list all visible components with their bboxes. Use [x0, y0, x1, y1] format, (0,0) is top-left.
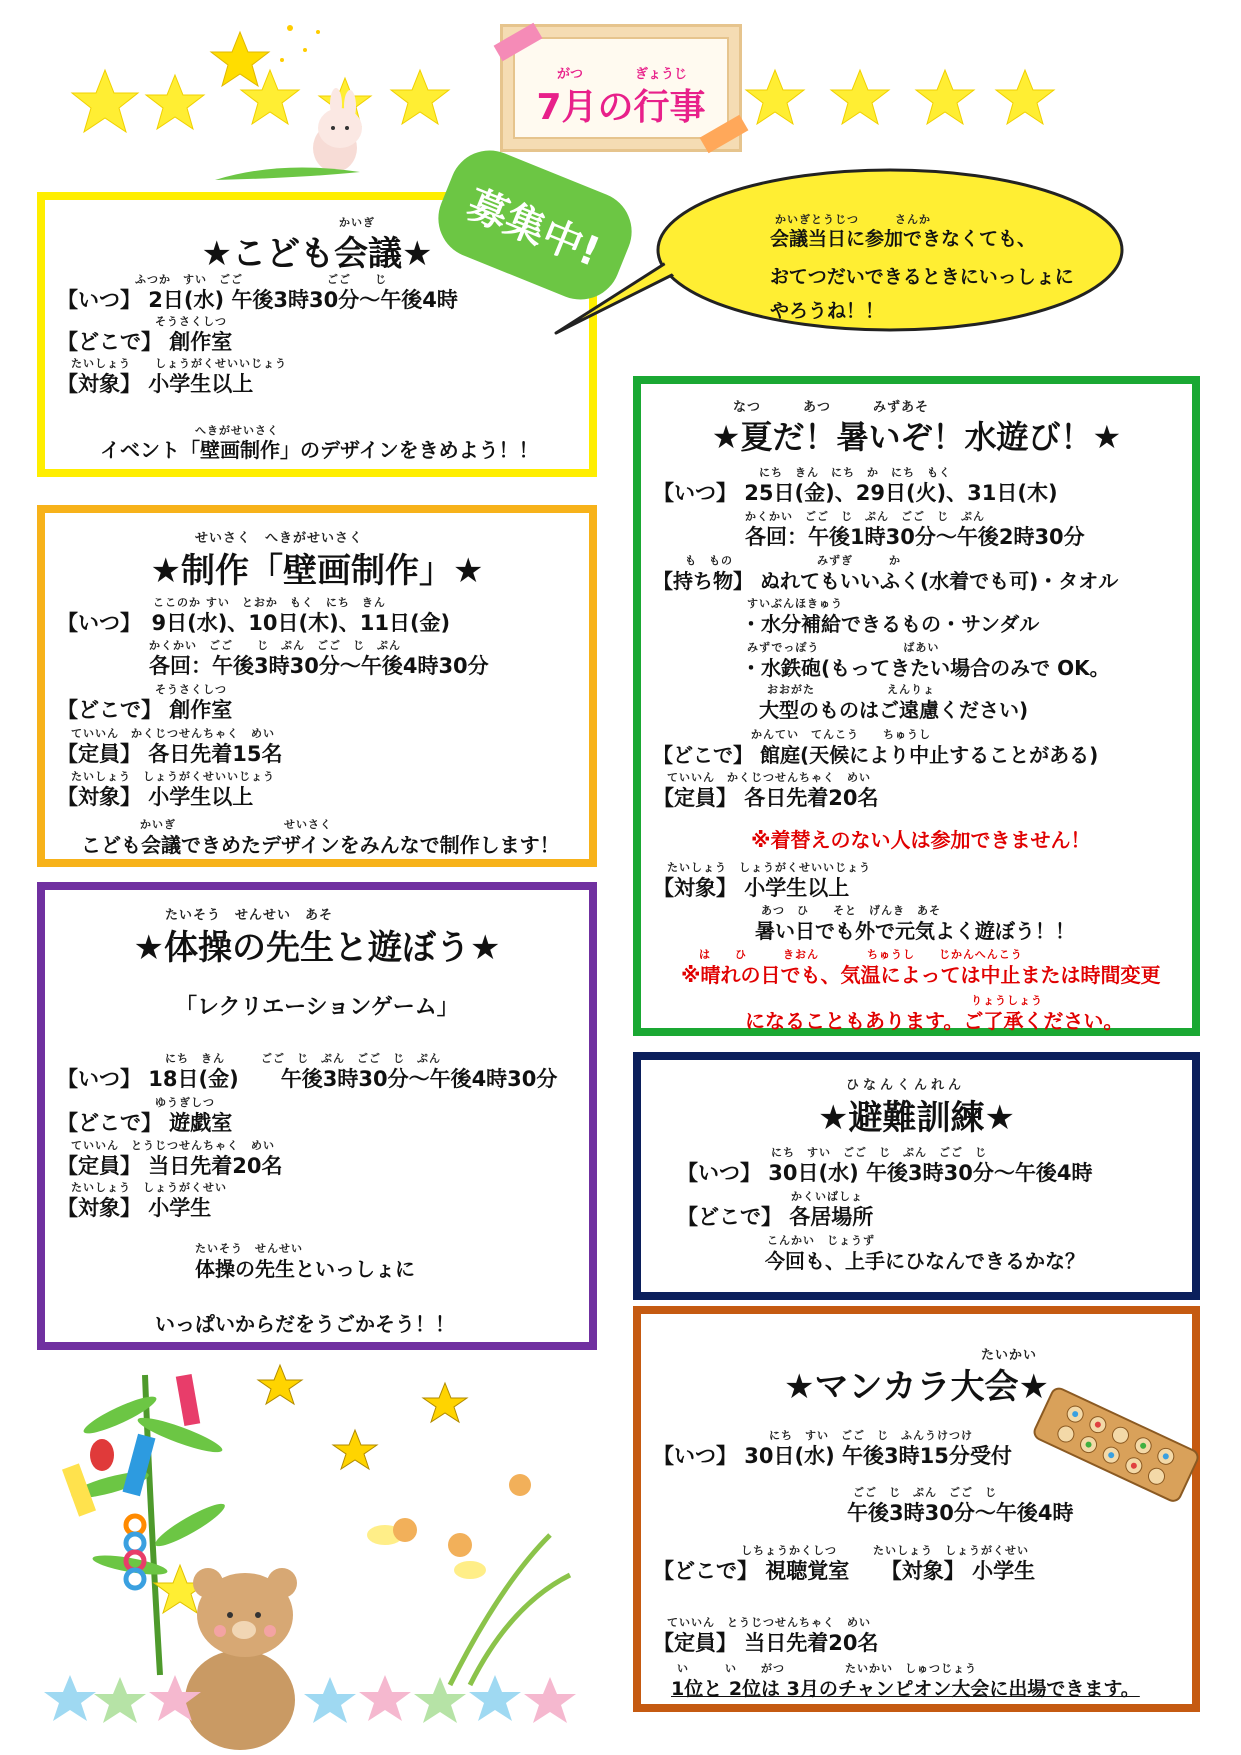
ruby: ふつか すい ごご ごご じ: [135, 273, 387, 286]
where-row: 【どこで】 視聴覚室 【対象】 小学生: [653, 1559, 1036, 1583]
ruby: かくいばしょ: [791, 1190, 863, 1203]
each-row: 各回：午後1時30分～午後2時30分: [745, 525, 1085, 549]
ruby: ていいん とうじつせんちゃく めい: [71, 1139, 275, 1152]
bring-row-2: ・水分補給できるもの・サンダル: [741, 612, 1040, 636]
section-title: ★マンカラ大会★: [784, 1367, 1049, 1407]
ruby: かくかい ごご じ ぷん ごご じ ぷん: [149, 639, 401, 652]
ruby: かいぎ せいさく: [140, 818, 332, 831]
target-row: 【対象】 小学生以上: [57, 785, 254, 809]
bubble-ruby: かいぎとうじつ さんか: [775, 213, 931, 226]
seisaku-box: [37, 505, 597, 867]
star-icon: [94, 1677, 146, 1723]
bubble-line-2: おてつだいできるときにいっしょに: [770, 266, 1074, 288]
ruby: あつ ひ そと げんき あそ: [761, 904, 941, 917]
page-title: 7月の行事: [536, 87, 706, 128]
ruby: たいそう せんせい: [195, 1242, 303, 1255]
caution-row-1: ※晴れの日でも、気温によっては中止または時間変更: [681, 963, 1161, 987]
star-icon: [469, 1675, 521, 1721]
where-row: 【どこで】 館庭(天候により中止することがある): [653, 743, 1099, 767]
note-row: 1位と 2位は 3月のチャンピオン大会に出場できます。: [671, 1678, 1140, 1700]
where-row: 【どこで】 創作室: [57, 330, 233, 354]
bear-icon: [185, 1568, 297, 1750]
tanzaku-icon: [176, 1374, 200, 1426]
ruby: ていいん かくじつせんちゃく めい: [667, 771, 871, 784]
ruby: ていいん かくじつせんちゃく めい: [71, 727, 275, 740]
capacity-row: 【定員】 各日先着15名: [57, 742, 283, 766]
ruby: りょうしょう: [971, 994, 1043, 1007]
star-icon: [996, 70, 1054, 124]
ruby: たいしょう しょうがくせいいじょう: [71, 357, 287, 370]
ruby: そうさくしつ: [155, 683, 227, 696]
note-row-1: 体操の先生といっしょに: [195, 1257, 415, 1281]
ruby: い い がつ たいかい しゅつじょう: [677, 1662, 977, 1675]
lantern-icon: [90, 1439, 114, 1471]
ruby: かんてい てんこう ちゅうし: [751, 728, 931, 741]
star-icon: [391, 70, 449, 124]
section-title: ★制作「壁画制作」★: [150, 551, 484, 591]
when-row: 【いつ】 2日(水) 午後3時30分～午後4時: [57, 288, 458, 312]
star-icon: [414, 1677, 466, 1723]
hinan-box: [633, 1052, 1200, 1300]
capacity-row: 【定員】 各日先着20名: [653, 786, 879, 810]
rabbit-icon: [313, 88, 362, 172]
grass-decoration: [450, 1535, 570, 1685]
ruby: かいぎ: [339, 216, 375, 229]
ruby: みずでっぽう ばあい: [747, 641, 940, 654]
ruby: おおがた えんりょ: [767, 683, 935, 696]
ruby: こんかい じょうず: [767, 1234, 875, 1247]
title-ruby-gatsu: がつ: [557, 67, 584, 82]
ruby: たいしょう しょうがくせいいじょう: [71, 770, 275, 783]
bring-row-3: ・水鉄砲(もってきたい場合のみで OK。: [741, 656, 1110, 680]
each-row: 各回：午後3時30分～午後4時30分: [149, 654, 489, 678]
target-row: 【対象】 小学生: [57, 1196, 212, 1220]
bubble-line-1: 会議当日に参加できなくても、: [770, 228, 1037, 250]
target-row: 【対象】 小学生以上: [57, 372, 254, 396]
star-icon: [304, 1677, 356, 1723]
capacity-row: 【定員】 当日先着20名: [57, 1154, 283, 1178]
note-row-2: いっぱいからだをうごかそう！！: [155, 1312, 455, 1336]
smiling-star-icon: [211, 32, 269, 86]
star-icon: [258, 1365, 302, 1404]
where-row: 【どこで】 創作室: [57, 698, 233, 722]
ruby: せいさく へきがせいさく: [195, 531, 364, 546]
subtitle-row: 「レクリエーションゲーム」: [175, 995, 459, 1020]
ruby: へきがせいさく: [195, 424, 279, 437]
when-row: 【いつ】 30日(水) 午後3時30分～午後4時: [677, 1161, 1093, 1185]
when-row: 【いつ】 18日(金) 午後3時30分～午後4時30分: [57, 1067, 558, 1091]
section-title: ★避難訓練★: [818, 1098, 1015, 1138]
star-icon: [359, 1675, 411, 1721]
capacity-row: 【定員】 当日先着20名: [653, 1631, 879, 1655]
ruby: たいそう せんせい あそ: [165, 908, 334, 923]
star-icon: [72, 70, 138, 132]
ruby: そうさくしつ: [155, 315, 227, 328]
star-icon: [916, 70, 974, 124]
where-row: 【どこで】 各居場所: [677, 1205, 874, 1229]
ruby: ごご じ ぷん ごご じ: [853, 1486, 997, 1499]
star-icon: [746, 70, 804, 124]
bubble-line-3: やろうね！！: [770, 300, 885, 322]
ruby: は ひ きおん ちゅうし じかんへんこう: [699, 948, 1023, 961]
star-icon: [831, 70, 889, 124]
ruby: ゆうぎしつ: [155, 1096, 215, 1109]
ruby: たいしょう しょうがくせい: [71, 1181, 227, 1194]
ruby: かくかい ごご じ ぷん ごご じ ぷん: [745, 510, 985, 523]
bring-row-4: 大型のものはご遠慮ください): [759, 698, 1029, 722]
section-title: ★体操の先生と遊ぼう★: [133, 928, 501, 968]
paper-rings-icon: [126, 1516, 144, 1588]
ruby: たいかい: [981, 1348, 1038, 1363]
mancala-board-icon: [1030, 1392, 1200, 1502]
mizuasobi-box: [633, 376, 1200, 1036]
ruby: ここのか すい とおか もく にち きん: [153, 596, 386, 609]
bring-row: 【持ち物】 ぬれてもいいふく(水着でも可)・タオル: [653, 569, 1119, 593]
boshu-label: 募集中!: [460, 181, 607, 276]
note-row: イベント「壁画制作」のデザインをきめよう！！: [100, 438, 539, 462]
ruby: しちょうかくしつ たいしょう しょうがくせい: [741, 1544, 1029, 1557]
star-icon: [524, 1677, 576, 1723]
yellow-star-ornaments: [258, 1365, 467, 1469]
ruby: にち すい ごご じ ぷん ごご じ: [771, 1146, 987, 1159]
when-row-2: 午後3時30分～午後4時: [847, 1501, 1074, 1525]
tanabata-illustration: [30, 1355, 630, 1755]
bottom-star-row: [44, 1675, 576, 1723]
star-icon: [44, 1675, 96, 1721]
section-title: ★夏だ！暑いぞ！水遊び！★: [711, 418, 1122, 456]
grass-decoration: [215, 168, 360, 181]
where-row: 【どこで】 遊戯室: [57, 1111, 233, 1135]
ruby: にち きん にち か にち もく: [759, 466, 951, 479]
ruby: ていいん とうじつせんちゃく めい: [667, 1616, 871, 1629]
ruby: にち すい ごご じ ふんうけつけ: [769, 1429, 973, 1442]
title-board: [500, 24, 742, 152]
when-row: 【いつ】 30日(水) 午後3時15分受付: [653, 1444, 1012, 1468]
note-row: 暑い日でも外で元気よく遊ぼう！！: [755, 919, 1075, 943]
star-icon: [146, 75, 204, 129]
caution-row-2: になることもあります。ご了承ください。: [745, 1009, 1124, 1033]
note-row: こども会議できめたデザインをみんなで制作します！: [81, 833, 560, 857]
ruby: も もの みずぎ か: [685, 554, 901, 567]
star-icon: [423, 1383, 467, 1422]
star-icon: [333, 1430, 377, 1469]
firefly-icon: [367, 1474, 531, 1579]
section-title: ★こども会議★: [201, 234, 433, 274]
when-row: 【いつ】 9日(水)、10日(木)、11日(金): [57, 611, 451, 635]
mancala-box: [633, 1306, 1200, 1712]
ruby: なつ あつ みずあそ: [733, 400, 930, 415]
taisou-box: [37, 882, 597, 1350]
title-ruby-gyouji: ぎょうじ: [635, 67, 688, 82]
ruby: すいぶんほきゅう: [747, 597, 843, 610]
ruby: ひなんくんれん: [846, 1078, 966, 1093]
when-row: 【いつ】 25日(金)、29日(火)、31日(木): [653, 481, 1058, 505]
ruby: たいしょう しょうがくせいいじょう: [667, 861, 871, 874]
warn-row: ※着替えのない人は参加できません！: [751, 828, 1091, 852]
target-row: 【対象】 小学生以上: [653, 876, 850, 900]
note-row: 今回も、上手にひなんできるかな？: [765, 1249, 1085, 1273]
ruby: にち きん ごご じ ぷん ごご じ ぷん: [165, 1052, 441, 1065]
